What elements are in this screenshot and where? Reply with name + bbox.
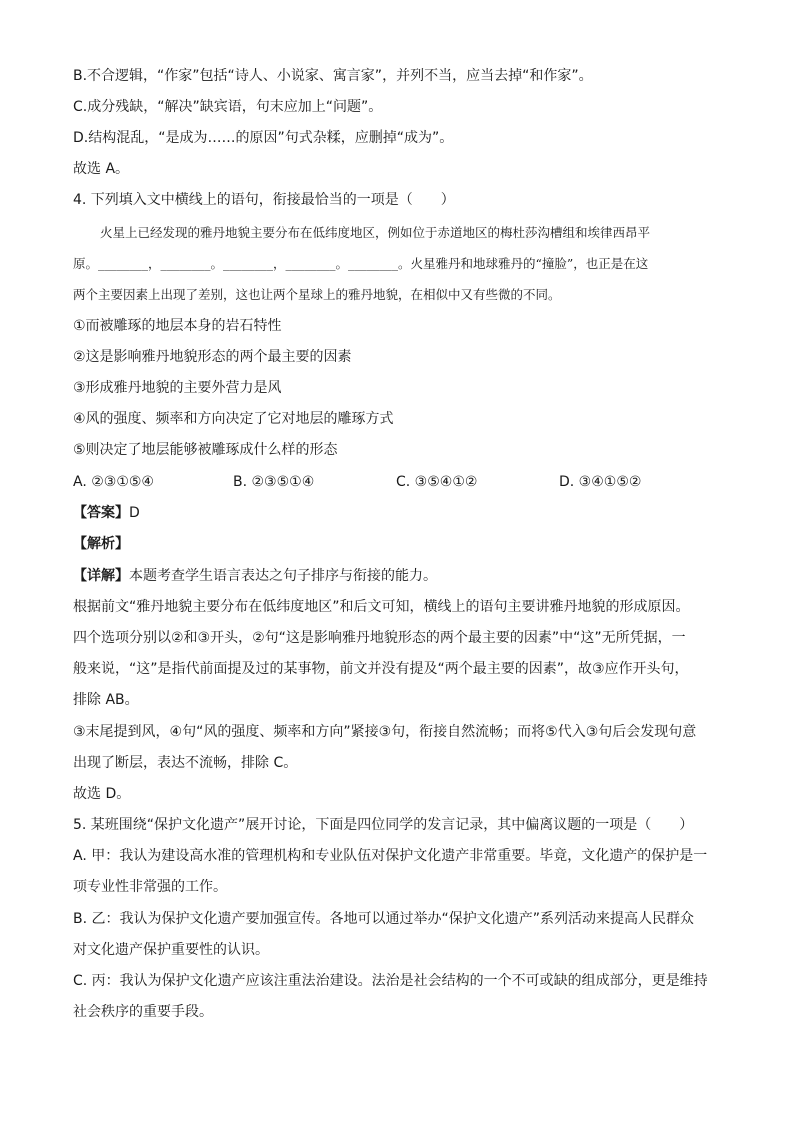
answer-tag: 【答案】 [73,505,129,521]
q4-analysis-tag [73,534,129,554]
q5-option-b-line: 对文化遗产保护重要性的认识。 [73,942,269,958]
q4-item-2: ②这是影响雅丹地貌形态的两个最主要的因素 [73,349,352,365]
q4-detail-line [73,566,437,586]
q4-detail-line: 四个选项分别以②和③开头，②句“这是影响雅丹地貌形态的两个最主要的因素”中“这”无所凭据，一 [73,630,686,646]
q5-stem: 5. 某班围绕“保护文化遗产”展开讨论，下面是四位同学的发言记录，其中偏离议题的一项是（ ） [73,817,694,833]
answer-value: D [129,505,140,521]
q3-conclusion: 故选 A。 [73,161,130,177]
q3-option-b-explanation: B.不合逻辑，“作家”包括“诗人、小说家、寓言家”，并列不当，应当去掉“和作家”。 [73,68,593,84]
q4-detail-line: 排除 AB。 [73,692,139,708]
q5-option-c-line: C. 丙：我认为保护文化遗产应该注重法治建设。法治是社会结构的一个不可或缺的组成部分，更是维持 [73,973,708,989]
q4-conclusion: 故选 D。 [73,786,131,802]
q3-option-c-explanation: C.成分残缺，“解决”缺宾语，句末应加上“问题”。 [73,99,383,115]
q4-detail-line: 般来说，“这”是指代前面提及过的某事物，前文并没有提及“两个最主要的因素”，故③应作开头句， [73,661,689,677]
q4-option-d: D. ③④①⑤② [559,474,642,490]
q4-detail-line: 出现了断层，表达不流畅，排除 C。 [73,755,298,771]
q4-detail-line: 根据前文“雅丹地貌主要分布在低纬度地区”和后文可知，横线上的语句主要讲雅丹地貌的形成原因。 [73,599,690,615]
q4-passage-line: 火星上已经发现的雅丹地貌主要分布在低纬度地区，例如位于赤道地区的梅杜莎沟槽组和埃律西昂平 [100,225,651,240]
q4-option-c: C. ③⑤④①② [396,474,478,490]
q3-option-d-explanation: D.结构混乱，“是成为……的原因”句式杂糅，应删掉“成为”。 [73,130,454,146]
q4-option-a: A. ②③①⑤④ [73,474,154,490]
q4-option-b: B. ②③⑤①④ [233,474,315,490]
analysis-tag: 【解析】 [73,536,129,552]
q4-stem: 4. 下列填入文中横线上的语句，衔接最恰当的一项是（ ） [73,192,455,208]
q4-passage-line: 原。________，________。________，________。________。火星雅丹和地球雅丹的“撞脸”，也正是在这 [73,256,649,271]
detail-text: 本题考查学生语言表达之句子排序与衔接的能力。 [129,568,437,584]
q4-detail-line: ③末尾提到风，④句“风的强度、频率和方向”紧接③句，衔接自然流畅；而将⑤代入③句后会发现句意 [73,724,697,740]
q5-option-c-line: 社会秩序的重要手段。 [73,1004,213,1020]
detail-tag: 【详解】 [73,568,129,584]
q5-option-a-line: A. 甲：我认为建设高水准的管理机构和专业队伍对保护文化遗产非常重要。毕竟，文化遗产的保护是一 [73,848,708,864]
q4-item-5: ⑤则决定了地层能够被雕琢成什么样的形态 [73,442,338,458]
q4-item-1: ①而被雕琢的地层本身的岩石特性 [73,318,282,334]
q4-item-3: ③形成雅丹地貌的主要外营力是风 [73,380,282,396]
q4-passage-line: 两个主要因素上出现了差别，这也让两个星球上的雅丹地貌，在相似中又有些微的不同。 [73,287,561,302]
q4-item-4: ④风的强度、频率和方向决定了它对地层的雕琢方式 [73,411,394,427]
q5-option-b-line: B. 乙：我认为保护文化遗产要加强宣传。各地可以通过举办“保护文化遗产”系列活动来提高人民群众 [73,911,695,927]
q4-answer [73,503,140,523]
q5-option-a-line: 项专业性非常强的工作。 [73,879,227,895]
